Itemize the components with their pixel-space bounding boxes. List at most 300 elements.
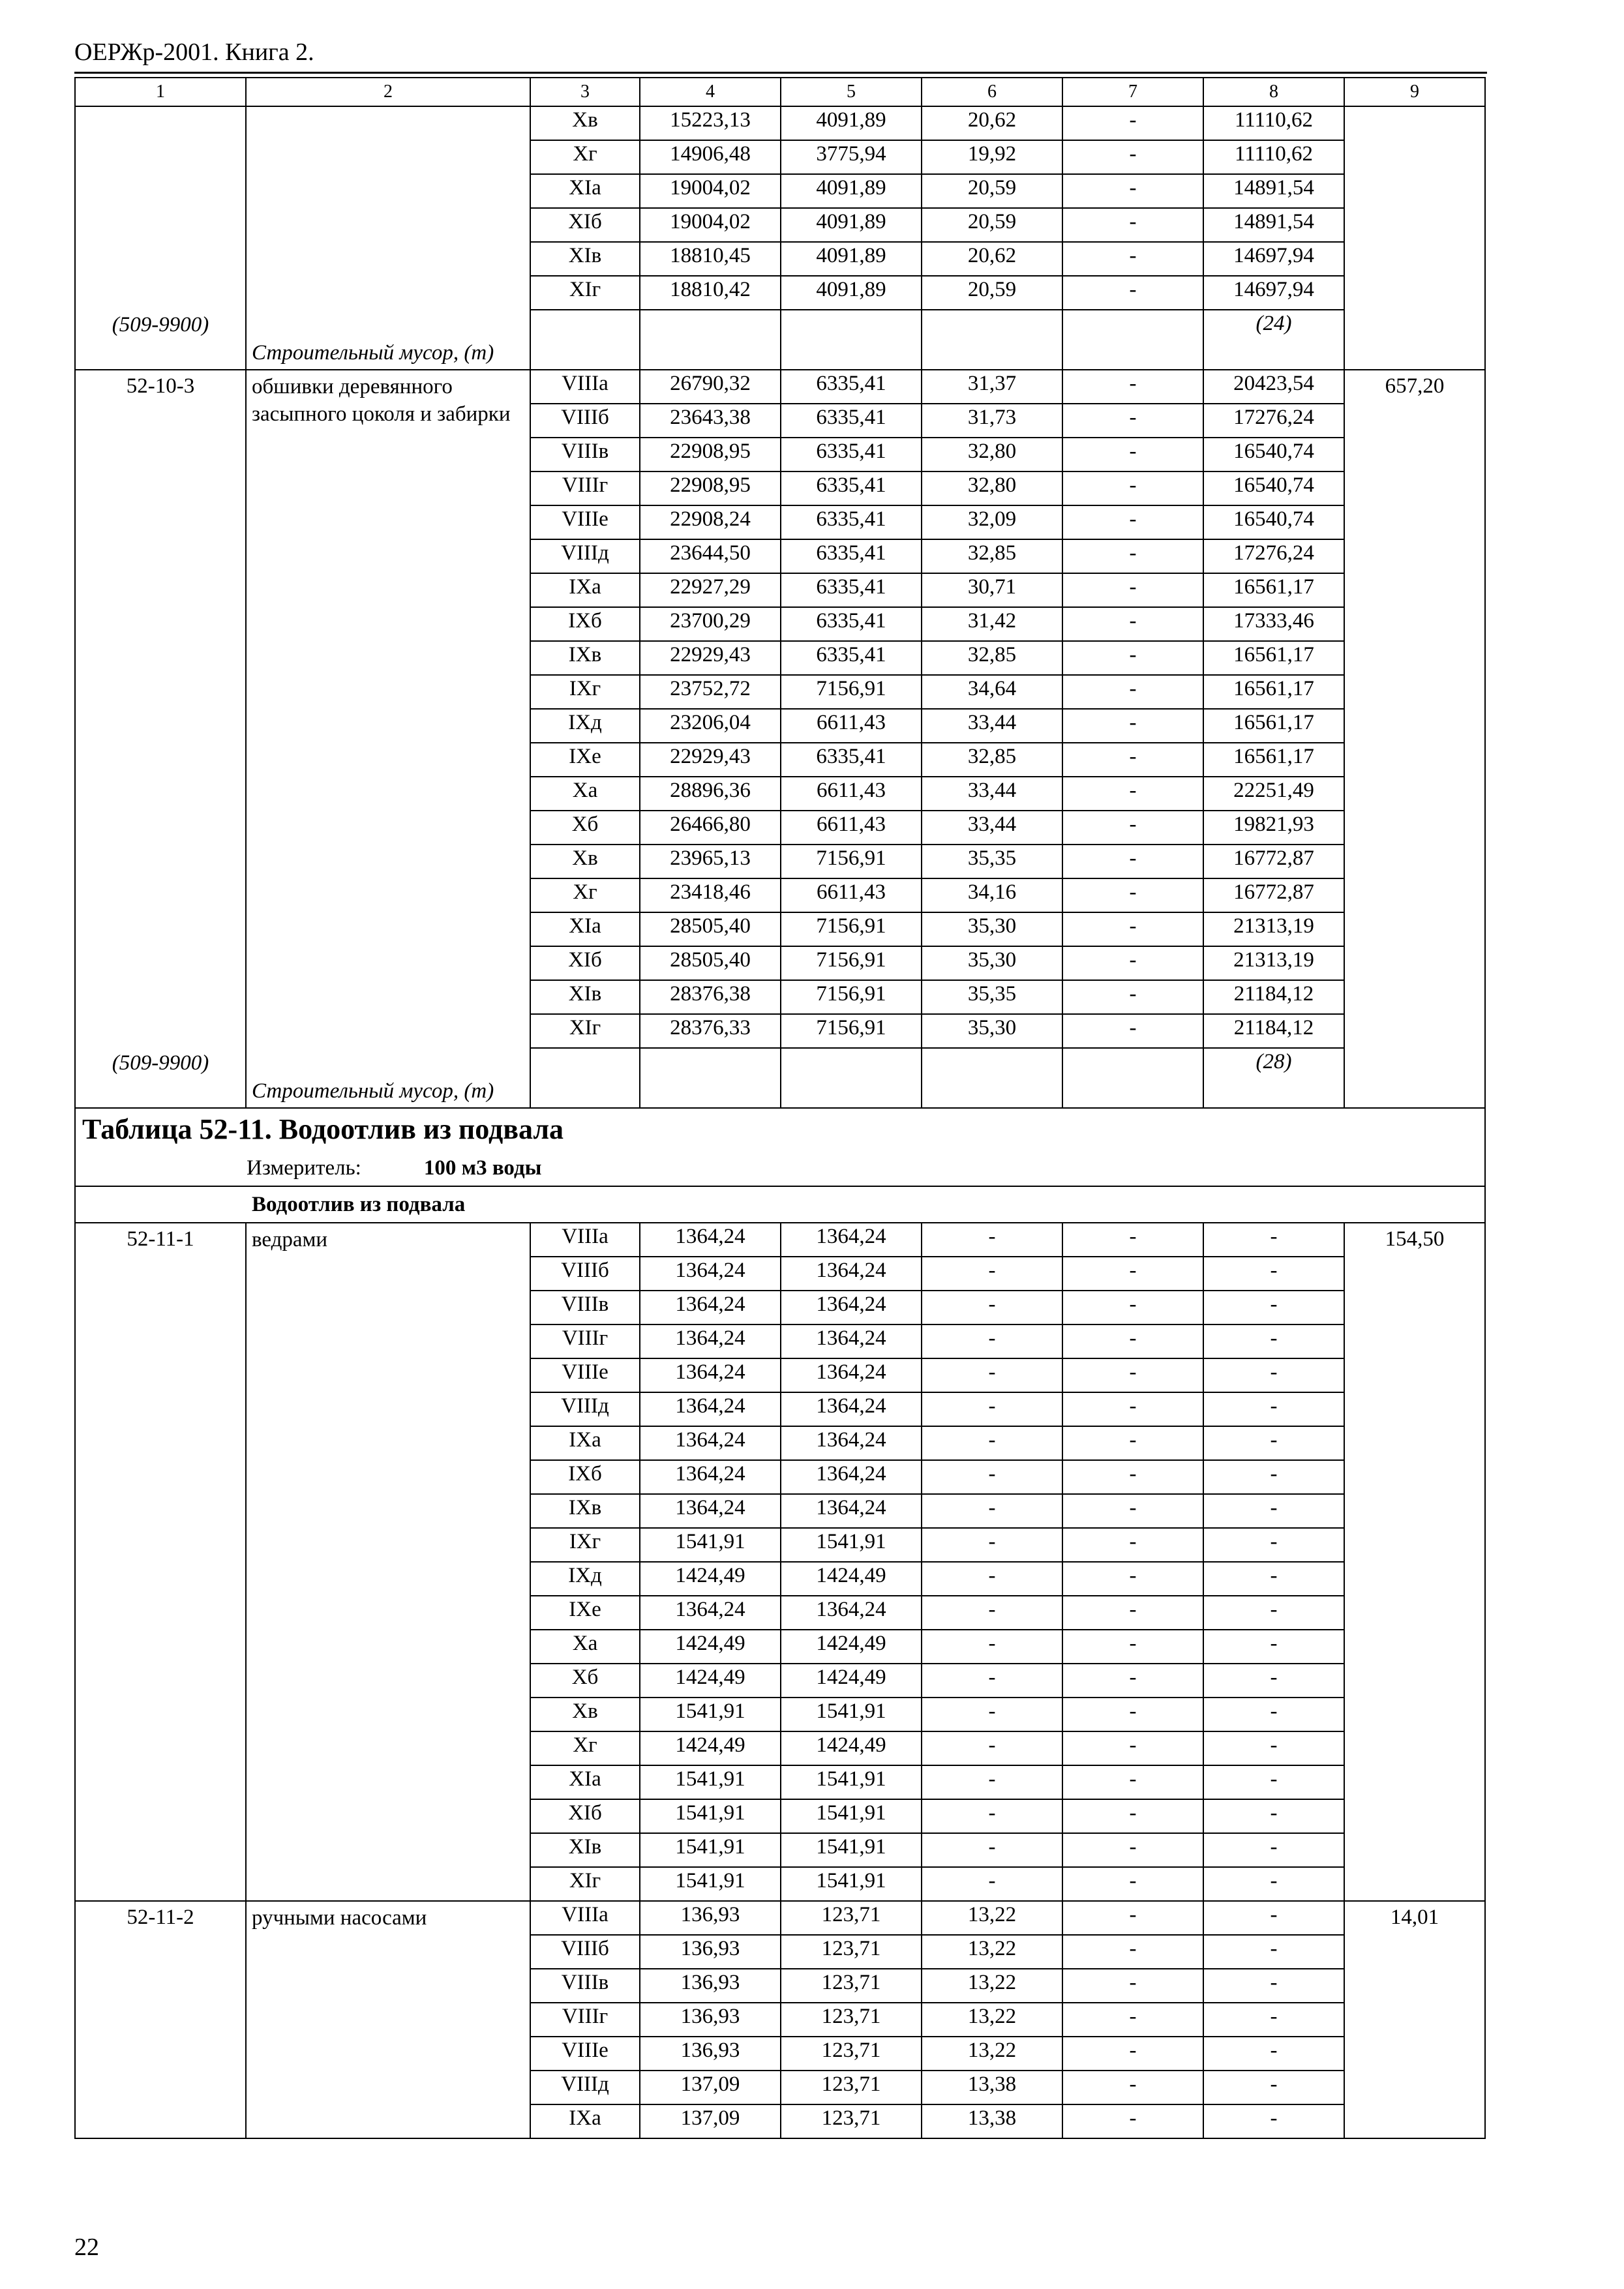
value-cell: 1364,24	[781, 1324, 922, 1358]
zone-cell: VIIIе	[530, 1358, 640, 1392]
value-cell: -	[1062, 845, 1203, 878]
zone-cell: VIIIб	[530, 1257, 640, 1291]
value-cell: -	[1062, 1901, 1203, 1935]
column-number: 8	[1203, 78, 1344, 106]
value-cell: -	[1203, 1596, 1344, 1630]
value-cell: 1541,91	[781, 1528, 922, 1562]
column-number-row	[75, 78, 1485, 106]
value-cell: -	[1203, 1392, 1344, 1426]
value-cell: -	[1203, 1257, 1344, 1291]
value-cell: 28376,38	[640, 980, 781, 1014]
value-cell: 1541,91	[781, 1867, 922, 1901]
value-cell: -	[1062, 1358, 1203, 1392]
value-cell: -	[1062, 1833, 1203, 1867]
code-cell	[75, 1901, 246, 2138]
value-cell: 136,93	[640, 1969, 781, 2003]
value-cell: 17276,24	[1203, 404, 1344, 438]
value-cell: -	[1062, 1426, 1203, 1460]
value-cell: 4091,89	[781, 242, 922, 276]
value-cell: -	[1062, 946, 1203, 980]
waste-value: (28)	[1256, 1050, 1292, 1073]
value-cell: 1364,24	[640, 1324, 781, 1358]
value-cell: 11110,62	[1203, 106, 1344, 140]
zone-cell: XIа	[530, 1765, 640, 1799]
value-cell: 20,62	[922, 242, 1062, 276]
value-cell: -	[922, 1562, 1062, 1596]
value-cell: 14891,54	[1203, 208, 1344, 242]
value-cell: -	[922, 1731, 1062, 1765]
value-cell: 7156,91	[781, 980, 922, 1014]
value-cell: 1364,24	[781, 1392, 922, 1426]
value-cell: -	[1203, 1562, 1344, 1596]
value-cell: 19821,93	[1203, 811, 1344, 845]
value-cell: 31,37	[922, 370, 1062, 404]
norm-cell	[1344, 1901, 1485, 2138]
value-cell: 23643,38	[640, 404, 781, 438]
value-cell: -	[1203, 1799, 1344, 1833]
value-cell: 6611,43	[781, 777, 922, 811]
value-cell: 23644,50	[640, 539, 781, 573]
zone-cell: XIв	[530, 242, 640, 276]
value-cell: 6335,41	[781, 743, 922, 777]
column-number: 9	[1344, 78, 1485, 106]
value-cell: 7156,91	[781, 912, 922, 946]
value-cell: 1364,24	[640, 1392, 781, 1426]
measurer-cell	[75, 1150, 1485, 1186]
value-cell: 16561,17	[1203, 709, 1344, 743]
value-cell: -	[922, 1494, 1062, 1528]
value-cell: 1424,49	[781, 1731, 922, 1765]
zone-cell: Xа	[530, 777, 640, 811]
value-cell: -	[1203, 1291, 1344, 1324]
zone-cell: VIIIд	[530, 2071, 640, 2104]
value-cell: 136,93	[640, 2037, 781, 2071]
value-cell: 6335,41	[781, 505, 922, 539]
value-cell: -	[1062, 1596, 1203, 1630]
value-cell: 6335,41	[781, 641, 922, 675]
value-cell: 6611,43	[781, 878, 922, 912]
value-cell: -	[922, 1460, 1062, 1494]
norm-cell	[1344, 370, 1485, 1108]
value-cell: -	[1203, 1833, 1344, 1867]
value-cell: -	[1203, 1358, 1344, 1392]
waste-value-cell	[1203, 1048, 1344, 1108]
value-cell: -	[922, 1765, 1062, 1799]
value-cell: 4091,89	[781, 174, 922, 208]
value-cell: -	[1062, 1765, 1203, 1799]
value-cell: 33,44	[922, 709, 1062, 743]
zone-cell: Xв	[530, 845, 640, 878]
value-cell: 3775,94	[781, 140, 922, 174]
value-cell: 20423,54	[1203, 370, 1344, 404]
value-cell: 6335,41	[781, 438, 922, 471]
value-cell: 19004,02	[640, 174, 781, 208]
zone-cell: VIIIг	[530, 1324, 640, 1358]
value-cell: -	[1203, 1867, 1344, 1901]
value-cell: -	[1062, 607, 1203, 641]
value-cell: 20,59	[922, 208, 1062, 242]
value-cell: 28896,36	[640, 777, 781, 811]
value-cell: 1364,24	[640, 1257, 781, 1291]
zone-cell: XIг	[530, 1014, 640, 1048]
value-cell: 28505,40	[640, 946, 781, 980]
value-cell: -	[922, 1833, 1062, 1867]
value-cell: 1364,24	[781, 1291, 922, 1324]
value-cell: 22929,43	[640, 641, 781, 675]
value-cell: 32,85	[922, 539, 1062, 573]
value-cell: 1541,91	[640, 1765, 781, 1799]
zone-cell: XIб	[530, 1799, 640, 1833]
value-cell: -	[922, 1867, 1062, 1901]
value-cell: -	[1203, 1731, 1344, 1765]
value-cell: 6335,41	[781, 539, 922, 573]
value-cell: 123,71	[781, 1969, 922, 2003]
empty-cell	[530, 310, 640, 370]
value-cell: -	[1062, 106, 1203, 140]
value-cell: -	[922, 1324, 1062, 1358]
norm-cell	[1344, 1223, 1485, 1901]
value-cell: 1364,24	[781, 1460, 922, 1494]
value-cell: -	[1203, 1460, 1344, 1494]
zone-cell: XIв	[530, 1833, 640, 1867]
value-cell: -	[1062, 1731, 1203, 1765]
value-cell: 1364,24	[640, 1460, 781, 1494]
value-cell: 7156,91	[781, 675, 922, 709]
value-cell: -	[1062, 980, 1203, 1014]
value-cell: 1424,49	[781, 1630, 922, 1664]
value-cell: -	[1062, 912, 1203, 946]
value-cell: -	[1062, 140, 1203, 174]
zone-cell: VIIIа	[530, 1901, 640, 1935]
zone-cell: VIIIг	[530, 2003, 640, 2037]
value-cell: 35,30	[922, 912, 1062, 946]
value-cell: -	[1203, 1969, 1344, 2003]
value-cell: 22929,43	[640, 743, 781, 777]
value-cell: -	[1062, 709, 1203, 743]
item-code: 52-10-3	[126, 374, 195, 398]
value-cell: -	[1062, 471, 1203, 505]
zone-cell: VIIIв	[530, 1291, 640, 1324]
value-cell: 32,80	[922, 471, 1062, 505]
value-cell: 6335,41	[781, 471, 922, 505]
description-cell	[246, 106, 530, 370]
value-cell: 32,09	[922, 505, 1062, 539]
value-cell: -	[922, 1596, 1062, 1630]
value-cell: -	[1062, 675, 1203, 709]
value-cell: 22908,95	[640, 471, 781, 505]
value-cell: 6335,41	[781, 404, 922, 438]
zone-cell: VIIIб	[530, 404, 640, 438]
zone-cell: XIб	[530, 208, 640, 242]
measurer-label: Измеритель:	[247, 1156, 361, 1180]
item-code: 52-11-2	[127, 1906, 194, 1929]
value-cell: -	[1062, 1494, 1203, 1528]
document-header: ОЕРЖр-2001. Книга 2.	[74, 38, 314, 66]
value-cell: -	[1062, 1223, 1203, 1257]
empty-cell	[1062, 310, 1203, 370]
zone-cell: IXб	[530, 1460, 640, 1494]
value-cell: 13,38	[922, 2071, 1062, 2104]
value-cell: -	[1203, 1698, 1344, 1731]
value-cell: 20,59	[922, 174, 1062, 208]
value-cell: 21313,19	[1203, 946, 1344, 980]
value-cell: -	[1062, 1257, 1203, 1291]
subheading-row	[75, 1186, 1485, 1223]
norm-cell	[1344, 106, 1485, 370]
value-cell: 4091,89	[781, 276, 922, 310]
value-cell: 1364,24	[640, 1223, 781, 1257]
value-cell: 22908,95	[640, 438, 781, 471]
value-cell: 33,44	[922, 811, 1062, 845]
value-cell: 7156,91	[781, 845, 922, 878]
value-cell: -	[922, 1257, 1062, 1291]
value-cell: 34,64	[922, 675, 1062, 709]
value-cell: 34,16	[922, 878, 1062, 912]
value-cell: 21184,12	[1203, 980, 1344, 1014]
value-cell: 16561,17	[1203, 743, 1344, 777]
zone-cell: XIг	[530, 276, 640, 310]
value-cell: 136,93	[640, 1901, 781, 1935]
value-cell: -	[922, 1630, 1062, 1664]
value-cell: 7156,91	[781, 1014, 922, 1048]
value-cell: 6611,43	[781, 709, 922, 743]
zone-cell: XIб	[530, 946, 640, 980]
value-cell: 35,35	[922, 980, 1062, 1014]
value-cell: -	[1062, 743, 1203, 777]
value-cell: 1424,49	[640, 1731, 781, 1765]
zone-cell: IXв	[530, 641, 640, 675]
value-cell: 23418,46	[640, 878, 781, 912]
value-cell: 1424,49	[781, 1664, 922, 1698]
value-cell: -	[1203, 2037, 1344, 2071]
zone-cell: VIIIе	[530, 2037, 640, 2071]
value-cell: -	[1203, 1630, 1344, 1664]
value-cell: -	[1062, 1014, 1203, 1048]
value-cell: -	[1062, 1324, 1203, 1358]
value-cell: 26466,80	[640, 811, 781, 845]
zone-cell: IXд	[530, 1562, 640, 1596]
zone-cell: Xг	[530, 140, 640, 174]
value-cell: -	[1203, 1324, 1344, 1358]
value-cell: -	[1062, 1799, 1203, 1833]
measurer-value: 100 м3 воды	[423, 1156, 542, 1180]
value-cell: 20,59	[922, 276, 1062, 310]
value-cell: 123,71	[781, 2003, 922, 2037]
value-cell: 123,71	[781, 2071, 922, 2104]
value-cell: -	[1062, 1935, 1203, 1969]
value-cell: 16772,87	[1203, 845, 1344, 878]
value-cell: 16561,17	[1203, 573, 1344, 607]
item-description: обшивки деревянного засыпного цоколя и забирки	[252, 375, 511, 426]
value-cell: -	[1062, 573, 1203, 607]
value-cell: 1364,24	[640, 1426, 781, 1460]
value-cell: 1364,24	[781, 1223, 922, 1257]
value-cell: 32,85	[922, 641, 1062, 675]
table-title-row	[75, 1108, 1485, 1150]
zone-cell: IXе	[530, 1596, 640, 1630]
value-cell: -	[1203, 1223, 1344, 1257]
value-cell: -	[1203, 2071, 1344, 2104]
value-cell: -	[1062, 1528, 1203, 1562]
value-cell: -	[1062, 1460, 1203, 1494]
zone-cell: Xв	[530, 106, 640, 140]
value-cell: -	[1062, 1969, 1203, 2003]
value-cell: -	[1062, 2037, 1203, 2071]
norm-value: 657,20	[1385, 374, 1445, 398]
value-cell: 22927,29	[640, 573, 781, 607]
code-cell	[75, 1223, 246, 1901]
value-cell: 7156,91	[781, 946, 922, 980]
value-cell: -	[1062, 370, 1203, 404]
value-cell: 136,93	[640, 2003, 781, 2037]
value-cell: 15223,13	[640, 106, 781, 140]
value-cell: 1541,91	[781, 1833, 922, 1867]
value-cell: 33,44	[922, 777, 1062, 811]
value-cell: -	[922, 1698, 1062, 1731]
zone-cell: VIIIа	[530, 370, 640, 404]
value-cell: -	[1062, 438, 1203, 471]
column-number: 7	[1062, 78, 1203, 106]
value-cell: 1541,91	[640, 1799, 781, 1833]
value-cell: 6335,41	[781, 370, 922, 404]
value-cell: 1364,24	[781, 1358, 922, 1392]
value-cell: -	[1062, 811, 1203, 845]
table-row	[75, 370, 1485, 404]
value-cell: 136,93	[640, 1935, 781, 1969]
value-cell: 30,71	[922, 573, 1062, 607]
value-cell: 18810,42	[640, 276, 781, 310]
table-row	[75, 106, 1485, 140]
zone-cell: IXа	[530, 1426, 640, 1460]
waste-code: (509-9900)	[112, 1051, 209, 1075]
item-description: ручными насосами	[252, 1906, 427, 1930]
value-cell: -	[922, 1392, 1062, 1426]
value-cell: -	[1203, 1494, 1344, 1528]
norm-value: 14,01	[1390, 1906, 1439, 1929]
value-cell: -	[1203, 1528, 1344, 1562]
value-cell: -	[1203, 2003, 1344, 2037]
value-cell: -	[1203, 1664, 1344, 1698]
price-table	[74, 77, 1486, 2139]
value-cell: 1364,24	[640, 1291, 781, 1324]
value-cell: 1364,24	[781, 1494, 922, 1528]
value-cell: -	[1062, 404, 1203, 438]
empty-cell	[922, 310, 1062, 370]
value-cell: 1541,91	[781, 1698, 922, 1731]
zone-cell: IXб	[530, 607, 640, 641]
empty-cell	[1062, 1048, 1203, 1108]
value-cell: 1424,49	[640, 1562, 781, 1596]
value-cell: 23700,29	[640, 607, 781, 641]
zone-cell: VIIIд	[530, 539, 640, 573]
value-cell: -	[1203, 1935, 1344, 1969]
empty-cell	[781, 310, 922, 370]
value-cell: 16772,87	[1203, 878, 1344, 912]
column-number: 3	[530, 78, 640, 106]
zone-cell: XIв	[530, 980, 640, 1014]
value-cell: 1364,24	[640, 1358, 781, 1392]
value-cell: 6335,41	[781, 573, 922, 607]
value-cell: -	[1062, 1392, 1203, 1426]
value-cell: 23752,72	[640, 675, 781, 709]
item-description: ведрами	[252, 1228, 328, 1251]
value-cell: -	[1062, 208, 1203, 242]
value-cell: 16540,74	[1203, 471, 1344, 505]
zone-cell: VIIIв	[530, 1969, 640, 2003]
value-cell: -	[1062, 539, 1203, 573]
value-cell: 22908,24	[640, 505, 781, 539]
value-cell: 13,22	[922, 1935, 1062, 1969]
value-cell: -	[1062, 2071, 1203, 2104]
value-cell: 28505,40	[640, 912, 781, 946]
waste-label: Строительный мусор, (т)	[252, 341, 494, 365]
value-cell: -	[1062, 2003, 1203, 2037]
value-cell: 13,22	[922, 1969, 1062, 2003]
empty-cell	[640, 1048, 781, 1108]
zone-cell: IXа	[530, 573, 640, 607]
column-number: 2	[246, 78, 530, 106]
value-cell: 35,35	[922, 845, 1062, 878]
zone-cell: Xг	[530, 878, 640, 912]
value-cell: -	[922, 1799, 1062, 1833]
value-cell: -	[922, 1426, 1062, 1460]
zone-cell: IXв	[530, 1494, 640, 1528]
header-rule	[74, 72, 1487, 74]
value-cell: 23206,04	[640, 709, 781, 743]
zone-cell: VIIIб	[530, 1935, 640, 1969]
value-cell: -	[1062, 1562, 1203, 1596]
value-cell: 6335,41	[781, 607, 922, 641]
value-cell: 35,30	[922, 946, 1062, 980]
value-cell: -	[1062, 2104, 1203, 2138]
value-cell: -	[1062, 505, 1203, 539]
waste-code: (509-9900)	[112, 313, 209, 337]
value-cell: 17333,46	[1203, 607, 1344, 641]
empty-cell	[922, 1048, 1062, 1108]
zone-cell: VIIIг	[530, 471, 640, 505]
zone-cell: IXг	[530, 675, 640, 709]
value-cell: 22251,49	[1203, 777, 1344, 811]
value-cell: 14906,48	[640, 140, 781, 174]
value-cell: -	[1062, 1867, 1203, 1901]
value-cell: 32,80	[922, 438, 1062, 471]
code-cell	[75, 370, 246, 1108]
value-cell: 21184,12	[1203, 1014, 1344, 1048]
zone-cell: VIIIе	[530, 505, 640, 539]
zone-cell: VIIIа	[530, 1223, 640, 1257]
value-cell: 19004,02	[640, 208, 781, 242]
value-cell: 6611,43	[781, 811, 922, 845]
value-cell: 31,42	[922, 607, 1062, 641]
value-cell: 16561,17	[1203, 641, 1344, 675]
value-cell: 1424,49	[781, 1562, 922, 1596]
value-cell: 14891,54	[1203, 174, 1344, 208]
description-cell	[246, 370, 530, 1108]
value-cell: -	[1203, 1765, 1344, 1799]
waste-value: (24)	[1256, 312, 1292, 335]
value-cell: -	[1062, 1630, 1203, 1664]
empty-cell	[640, 310, 781, 370]
zone-cell: IXа	[530, 2104, 640, 2138]
value-cell: 18810,45	[640, 242, 781, 276]
value-cell: 123,71	[781, 1901, 922, 1935]
zone-cell: Xб	[530, 1664, 640, 1698]
value-cell: -	[922, 1223, 1062, 1257]
zone-cell: VIIIв	[530, 438, 640, 471]
value-cell: 17276,24	[1203, 539, 1344, 573]
value-cell: 1541,91	[781, 1799, 922, 1833]
value-cell: 1541,91	[640, 1867, 781, 1901]
